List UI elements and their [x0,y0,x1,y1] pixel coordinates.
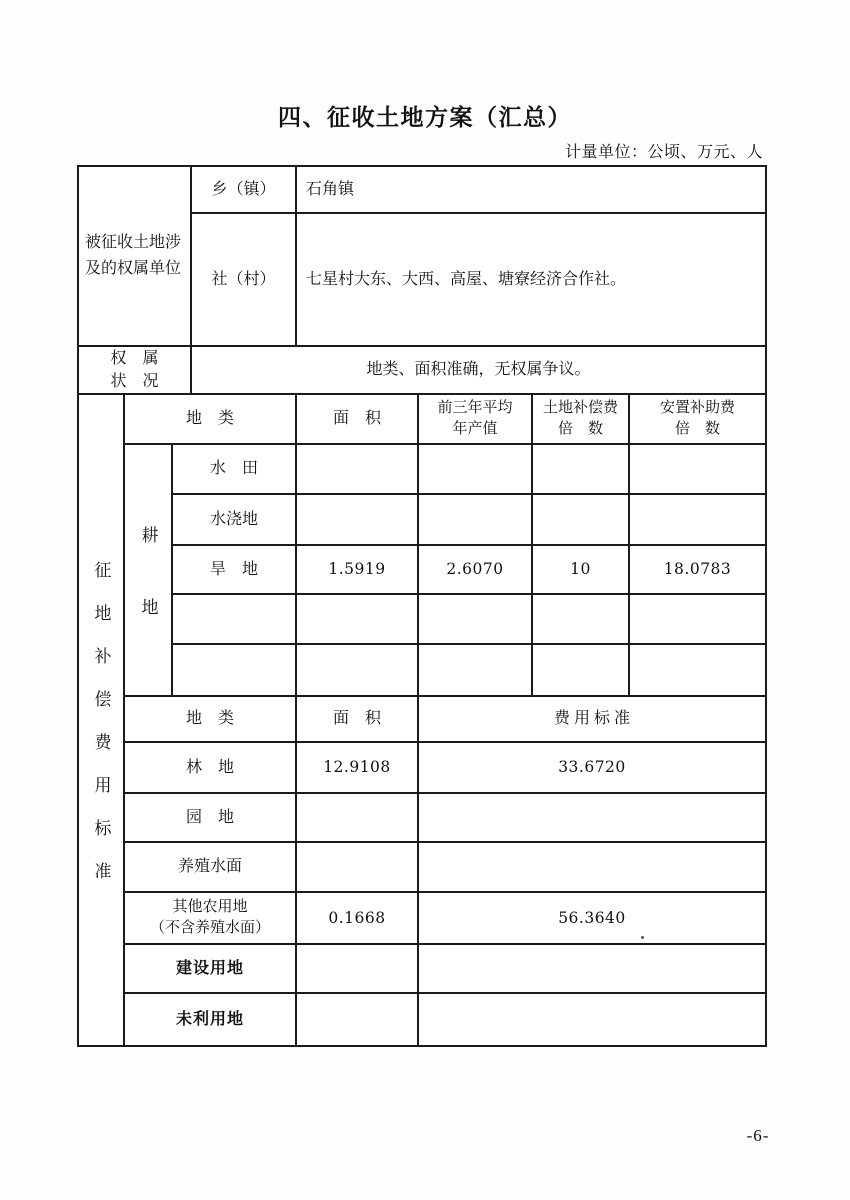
unused-area [297,994,419,1045]
scan-speck [641,936,644,939]
compensation-standard-label-text: 征地补偿费用标准 [91,561,111,905]
table-row-forest-label: 林 地 [125,743,297,794]
table-row-paddy-label: 水 田 [173,445,297,495]
tenure-status-value: 地类、面积准确，无权属争议。 [192,347,765,395]
tenure-status-label [79,347,192,395]
cultivated-land-group-label [125,445,173,697]
village-value: 七星村大东、大西、高屋、塘寮经济合作社。 [297,214,765,347]
table-row-orchard-label: 园 地 [125,794,297,843]
empty1-area [297,595,419,645]
township-value: 石角镇 [297,167,765,214]
header1-resettle-line1: 安置补助费 [659,400,735,416]
header1-area: 面 积 [297,395,419,445]
compensation-standard-label [79,395,125,1045]
header1-resettle-multiple [630,395,765,445]
header1-avg-yield-line1: 前三年平均 [437,400,513,416]
unused-standard [419,994,765,1045]
table-row-unused-label: 未利用地 [125,994,297,1045]
empty1-yield [419,595,533,645]
paddy-yield [419,445,533,495]
paddy-area [297,445,419,495]
other-agri-area: 0.1668 [297,893,419,945]
empty1-resettle [630,595,765,645]
header1-resettle-line2: 倍 数 [674,421,720,437]
header2-area: 面 积 [297,697,419,743]
dryland-resettle: 18.0783 [630,546,765,595]
header2-land-type: 地 类 [125,697,297,743]
construction-area [297,945,419,994]
cultivated-land-group-text: 耕地 [138,525,158,670]
irrigated-comp [533,495,630,546]
empty2-yield [419,645,533,697]
orchard-standard [419,794,765,843]
header1-land-comp-line2: 倍 数 [557,421,603,437]
paddy-resettle [630,445,765,495]
forest-area: 12.9108 [297,743,419,794]
table-row-construction-label: 建设用地 [125,945,297,994]
tenure-status-label-line1: 权 属 [110,349,159,367]
measurement-unit-note: 计量单位：公顷、万元、人 [564,144,763,161]
other-agri-label-line1: 其他农用地 [172,899,248,915]
header2-fee-standard: 费 用 标 准 [419,697,765,743]
construction-standard [419,945,765,994]
aquaculture-standard [419,843,765,893]
header1-land-comp-line1: 土地补偿费 [542,400,618,416]
irrigated-yield [419,495,533,546]
ownership-units-label: 被征收土地涉及的权属单位 [79,167,192,347]
orchard-area [297,794,419,843]
other-agri-standard: 56.3640 [419,893,765,945]
empty2-area [297,645,419,697]
page-title: 四、征收土地方案（汇总） [278,104,572,130]
forest-standard: 33.6720 [419,743,765,794]
village-key: 社（村） [192,214,297,347]
table-row-irrigated-label: 水浇地 [173,495,297,546]
empty2-comp [533,645,630,697]
paddy-comp [533,445,630,495]
table-row-empty2-label [173,645,297,697]
irrigated-area [297,495,419,546]
table-row-dryland-label: 旱 地 [173,546,297,595]
table-row-empty1-label [173,595,297,645]
table-row-other-agri-label [125,893,297,945]
table-row-aquaculture-label: 养殖水面 [125,843,297,893]
empty2-resettle [630,645,765,697]
irrigated-resettle [630,495,765,546]
township-key: 乡（镇） [192,167,297,214]
header1-avg-yield-line2: 年产值 [452,421,498,437]
dryland-yield: 2.6070 [419,546,533,595]
dryland-comp: 10 [533,546,630,595]
empty1-comp [533,595,630,645]
land-acquisition-table [77,165,767,1047]
tenure-status-label-line2: 状 况 [110,373,159,390]
page-number: -6- [746,1126,770,1145]
header1-land-comp-multiple [533,395,630,445]
header1-avg-yield [419,395,533,445]
dryland-area: 1.5919 [297,546,419,595]
aquaculture-area [297,843,419,893]
other-agri-label-line2: （不含养殖水面） [149,920,270,936]
header1-land-type: 地 类 [125,395,297,445]
